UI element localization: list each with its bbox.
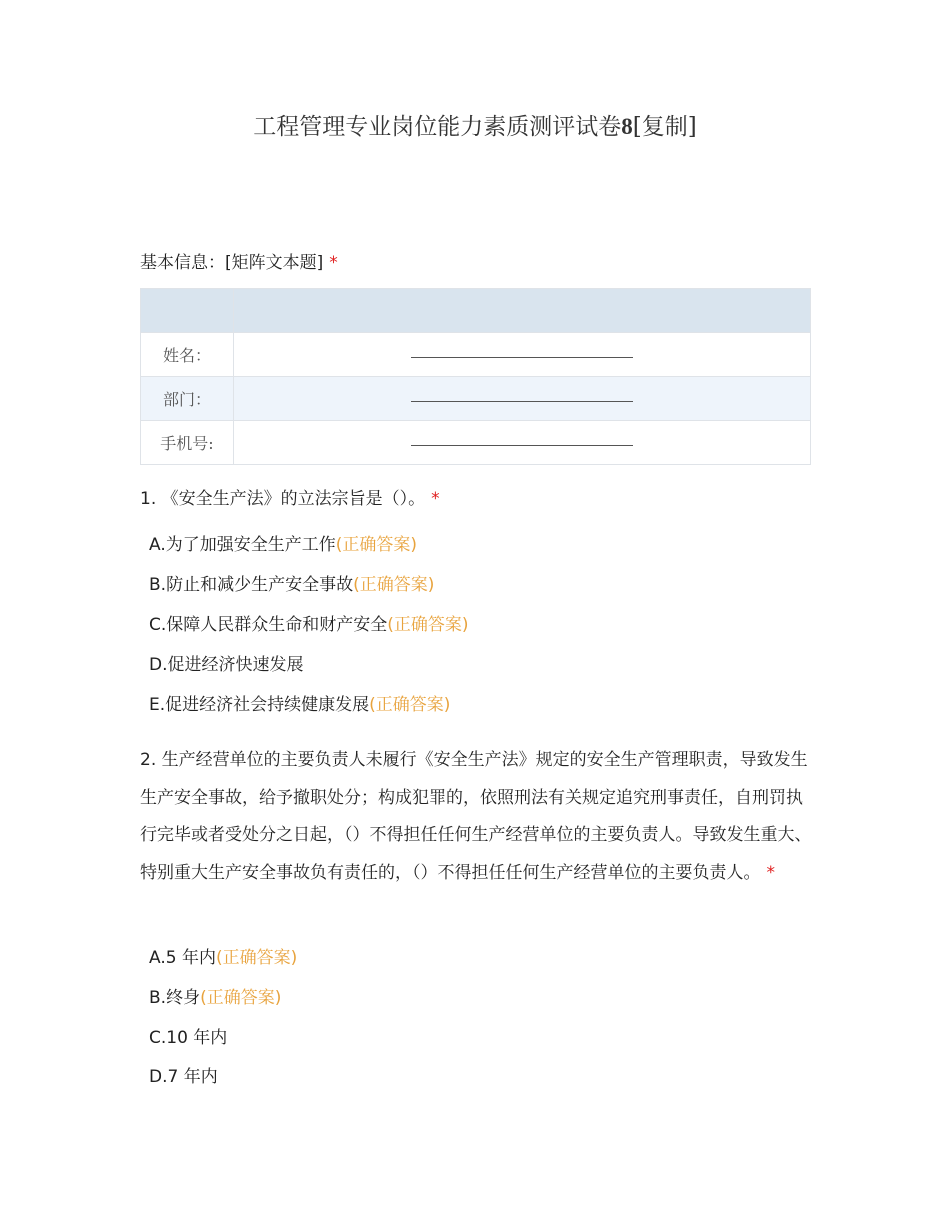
- matrix-row-department: [141, 377, 811, 421]
- matrix-row-phone: [141, 421, 811, 465]
- matrix-header-corner: [141, 289, 234, 333]
- question-1-option-e[interactable]: [149, 692, 450, 718]
- question-1-option-d[interactable]: [149, 652, 304, 678]
- question-2-option-b[interactable]: [149, 985, 281, 1011]
- correct-answer-tag: (正确答案): [387, 615, 469, 635]
- question-1-option-c[interactable]: [149, 612, 469, 638]
- phone-field[interactable]: [234, 421, 811, 465]
- correct-answer-tag: (正确答案): [200, 988, 282, 1008]
- question-1-option-b[interactable]: [149, 572, 434, 598]
- option-text: D.7 年内: [149, 1067, 218, 1087]
- required-mark: *: [766, 862, 775, 883]
- basic-info-matrix: [140, 288, 811, 465]
- option-text: D.促进经济快速发展: [149, 655, 304, 675]
- question-2-option-c[interactable]: [149, 1025, 227, 1051]
- matrix-row-label: 部门：: [141, 377, 234, 421]
- option-text: B.防止和减少生产安全事故: [149, 575, 354, 595]
- name-blank-line: [411, 357, 633, 358]
- question-2-option-d[interactable]: [149, 1064, 218, 1090]
- title-number: 8: [621, 114, 633, 139]
- option-text: A.为了加强安全生产工作: [149, 535, 336, 555]
- matrix-row-label: 姓名：: [141, 333, 234, 377]
- question-1-option-a[interactable]: [149, 532, 417, 558]
- name-field[interactable]: [234, 333, 811, 377]
- matrix-row-name: [141, 333, 811, 377]
- question-1-text: 1. 《安全生产法》的立法宗旨是（）。: [140, 489, 426, 509]
- page-title: [0, 110, 950, 144]
- phone-blank-line: [411, 445, 633, 446]
- matrix-header-cell: [234, 289, 811, 333]
- option-text: E.促进经济社会持续健康发展: [149, 695, 370, 715]
- required-mark: *: [431, 489, 440, 509]
- correct-answer-tag: (正确答案): [353, 575, 435, 595]
- question-2-text: 2. 生产经营单位的主要负责人未履行《安全生产法》规定的安全生产管理职责，导致发生生产安全事故，给予撤职处分；构成犯罪的，依照刑法有关规定追究刑事责任，自刑罚执行完毕或者受处分之日起，（）不得担任任何生产经营单位的主要负责人。导致发生重大、特别重大生产安全事故负有责任的，（）不得担任任何生产经营单位的主要负责人。: [140, 750, 812, 883]
- title-text: 工程管理专业岗位能力素质测评试卷: [253, 114, 622, 140]
- department-field[interactable]: [234, 377, 811, 421]
- option-text: B.终身: [149, 988, 201, 1008]
- matrix-row-label: 手机号:: [141, 421, 234, 465]
- correct-answer-tag: (正确答案): [369, 695, 451, 715]
- required-mark: *: [329, 253, 338, 273]
- option-text: A.5 年内: [149, 948, 216, 968]
- basic-info-label: [140, 250, 338, 276]
- basic-info-label-text: 基本信息：[矩阵文本题]: [140, 253, 324, 273]
- option-text: C.10 年内: [149, 1028, 228, 1048]
- question-2: [140, 742, 812, 892]
- department-blank-line: [411, 401, 633, 402]
- option-text: C.保障人民群众生命和财产安全: [149, 615, 388, 635]
- matrix-header-row: [141, 289, 811, 333]
- question-1: [140, 484, 812, 514]
- question-2-option-a[interactable]: [149, 945, 297, 971]
- correct-answer-tag: (正确答案): [215, 948, 298, 968]
- title-suffix: [复制]: [632, 114, 697, 140]
- correct-answer-tag: (正确答案): [335, 535, 417, 555]
